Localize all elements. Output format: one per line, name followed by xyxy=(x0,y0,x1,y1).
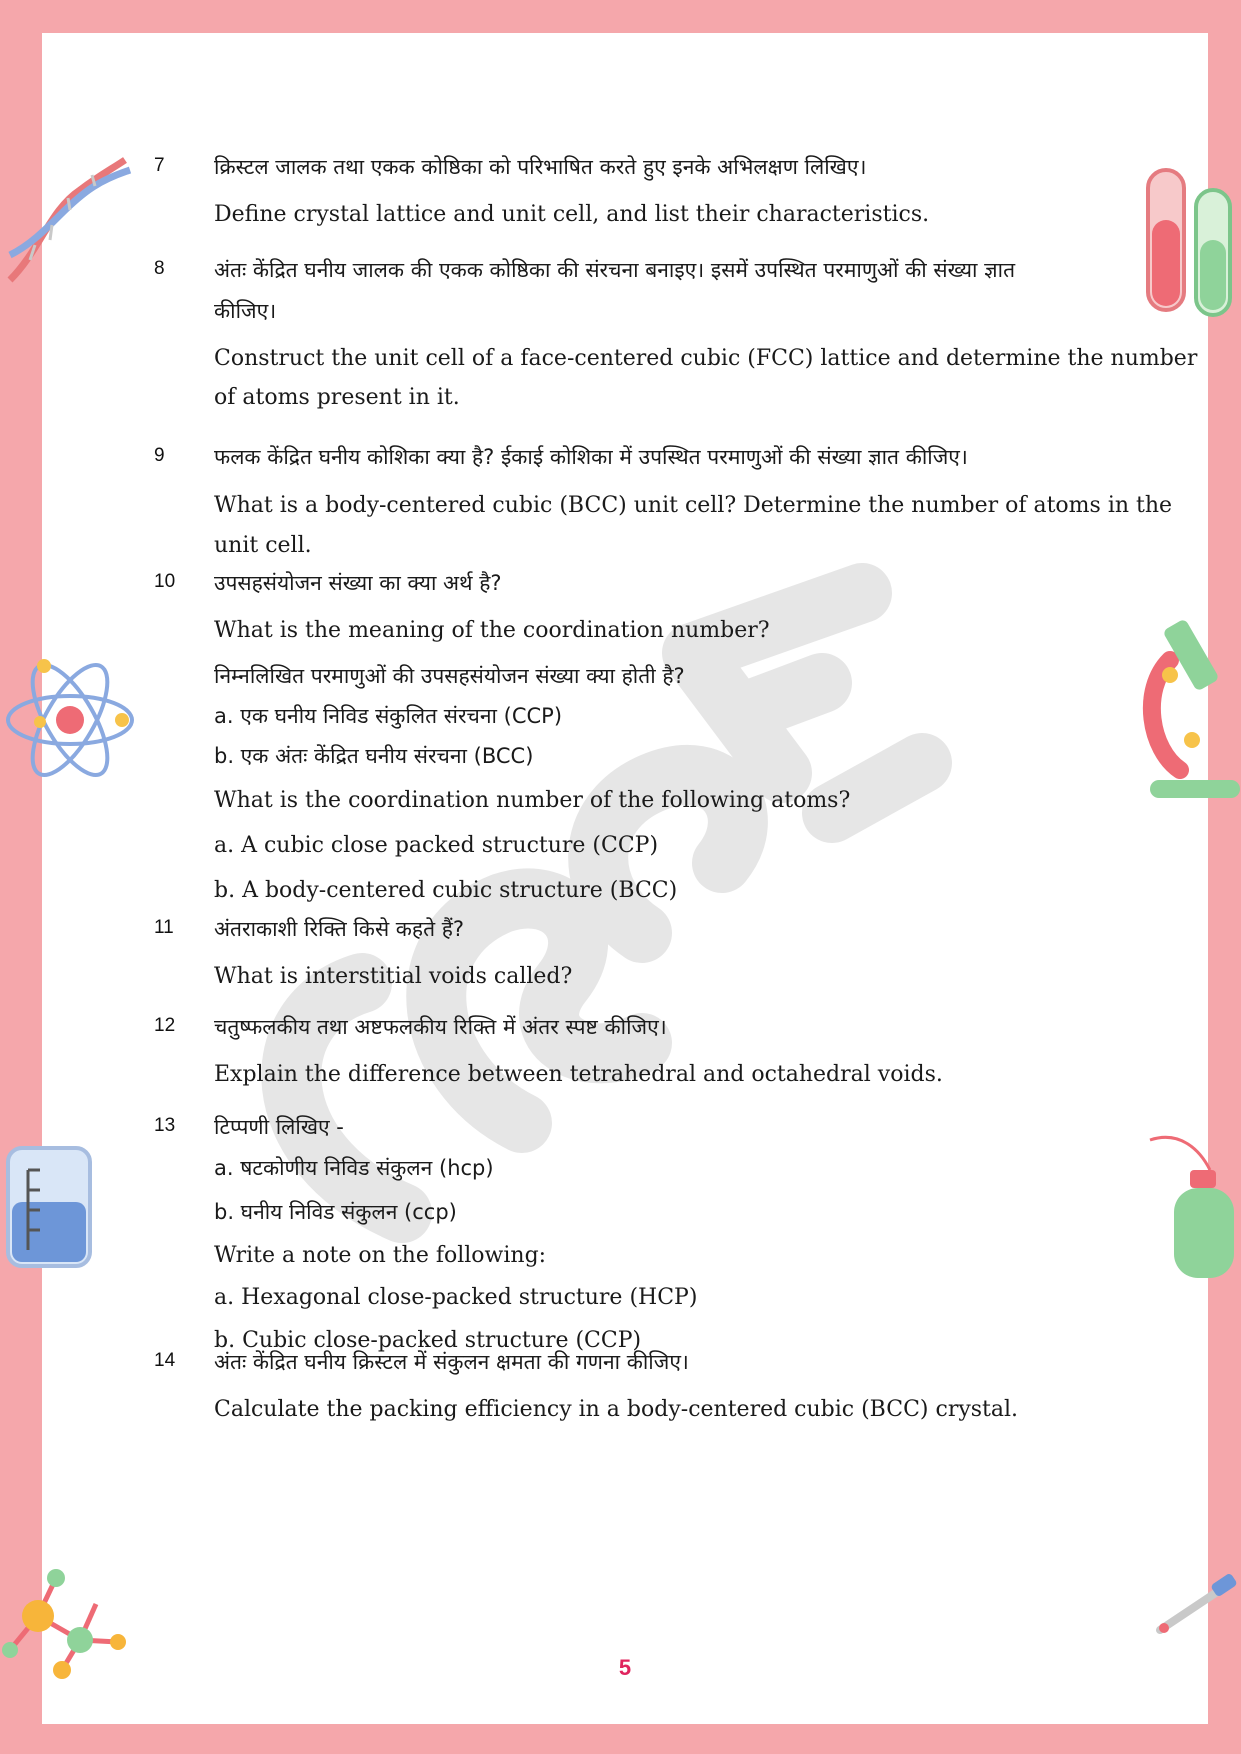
question-text-line: b. घनीय निविड संकुलन (ccp) xyxy=(214,1200,457,1224)
question-number: 9 xyxy=(154,445,165,466)
question-text-line: Write a note on the following: xyxy=(214,1243,547,1268)
question-text-line: निम्नलिखित परमाणुओं की उपसहसंयोजन संख्या क्या होती है? xyxy=(214,664,685,688)
question-text-line: What is interstitial voids called? xyxy=(214,964,573,989)
page-sheet xyxy=(42,33,1208,1724)
question-text-line: Define crystal lattice and unit cell, and list their characteristics. xyxy=(214,202,930,227)
question-number: 11 xyxy=(154,917,174,938)
question-number: 14 xyxy=(154,1350,176,1371)
test-tubes-icon xyxy=(1140,160,1241,320)
question-text-line: a. Hexagonal close-packed structure (HCP) xyxy=(214,1285,698,1310)
question-text-line: a. एक घनीय निविड संकुलित संरचना (CCP) xyxy=(214,704,563,728)
question-text-line: अंतराकाशी रिक्ति किसे कहते हैं? xyxy=(214,917,465,941)
question-text-line: b. Cubic close-packed structure (CCP) xyxy=(214,1328,642,1353)
question-text-line: What is a body-centered cubic (BCC) unit cell? Determine the number of atoms in the xyxy=(214,493,1173,518)
question-text-line: क्रिस्टल जालक तथा एकक कोष्ठिका को परिभाषित करते हुए इनके अभिलक्षण लिखिए। xyxy=(214,155,867,179)
question-number: 10 xyxy=(154,571,176,592)
microscope-icon xyxy=(1140,600,1241,800)
question-text-line: टिप्पणी लिखिए - xyxy=(214,1115,344,1139)
question-text-line: unit cell. xyxy=(214,533,312,558)
molecule-icon xyxy=(0,1560,130,1690)
question-text-line: अंतः केंद्रित घनीय क्रिस्टल में संकुलन क्षमता की गणना कीजिए। xyxy=(214,1350,689,1374)
question-number: 12 xyxy=(154,1015,176,1036)
question-text-line: फलक केंद्रित घनीय कोशिका क्या है? ईकाई कोशिका में उपस्थित परमाणुओं की संख्या ज्ञात कीजिए। xyxy=(214,445,968,469)
page-number: 5 xyxy=(618,1655,632,1680)
dropper-icon xyxy=(1150,1570,1241,1640)
question-text-line: उपसहसंयोजन संख्या का क्या अर्थ है? xyxy=(214,571,502,595)
question-text-line: अंतः केंद्रित घनीय जालक की एकक कोष्ठिका की संरचना बनाइए। इसमें उपस्थित परमाणुओं की संख्या ज्ञात xyxy=(214,258,1016,282)
question-number: 13 xyxy=(154,1115,176,1136)
question-text-line: a. A cubic close packed structure (CCP) xyxy=(214,833,659,858)
question-number: 8 xyxy=(154,258,165,279)
question-list xyxy=(42,33,1208,1724)
question-text-line: Explain the difference between tetrahedral and octahedral voids. xyxy=(214,1062,943,1087)
atom-icon xyxy=(0,650,140,790)
question-text-line: What is the coordination number of the following atoms? xyxy=(214,788,851,813)
question-text-line: कीजिए। xyxy=(214,299,277,323)
question-text-line: What is the meaning of the coordination number? xyxy=(214,618,770,643)
question-text-line: b. एक अंतः केंद्रित घनीय संरचना (BCC) xyxy=(214,744,534,768)
question-number: 7 xyxy=(154,155,165,176)
wash-bottle-icon xyxy=(1140,1130,1241,1280)
question-text-line: Construct the unit cell of a face-centered cubic (FCC) lattice and determine the number xyxy=(214,346,1198,371)
question-text-line: of atoms present in it. xyxy=(214,385,460,410)
question-text-line: चतुष्फलकीय तथा अष्टफलकीय रिक्ति में अंतर स्पष्ट कीजिए। xyxy=(214,1015,667,1039)
question-text-line: b. A body-centered cubic structure (BCC) xyxy=(214,878,678,903)
question-text-line: Calculate the packing efficiency in a body-centered cubic (BCC) crystal. xyxy=(214,1397,1019,1422)
dna-icon xyxy=(0,150,140,290)
beaker-icon xyxy=(0,1140,95,1270)
question-text-line: a. षटकोणीय निविड संकुलन (hcp) xyxy=(214,1156,494,1180)
